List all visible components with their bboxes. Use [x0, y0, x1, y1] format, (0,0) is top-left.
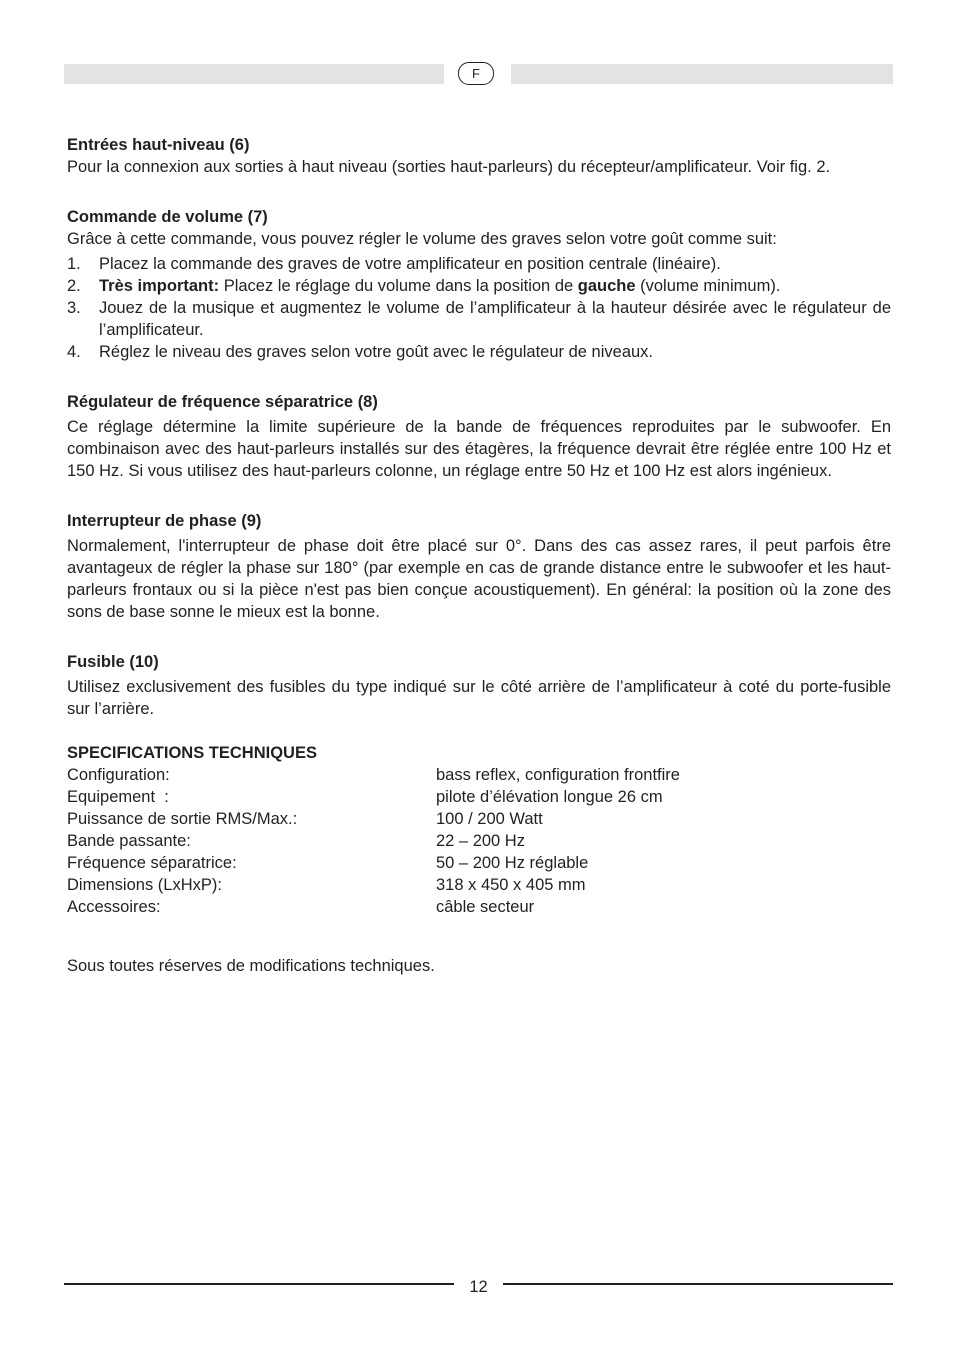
spec-label: Dimensions (LxHxP):	[67, 876, 222, 894]
spec-value: 318 x 450 x 405 mm	[436, 876, 586, 894]
footer-rule-right	[503, 1283, 893, 1285]
step-text: Placez le réglage du volume dans la position de	[219, 277, 578, 295]
spec-row	[67, 852, 891, 874]
section-heading: Interrupteur de phase (9)	[67, 512, 262, 530]
spec-row	[67, 808, 891, 830]
header-band-right	[511, 64, 893, 84]
list-item	[67, 253, 891, 275]
section-body: Pour la connexion aux sorties à haut niveau (sorties haut-parleurs) du récepteur/amplificateur. Voir fig. 2.	[67, 158, 831, 176]
step-text: Placez la commande des graves de votre amplificateur en position centrale (linéaire).	[99, 255, 721, 273]
list-item	[67, 341, 891, 363]
spec-value: 50 – 200 Hz réglable	[436, 854, 589, 872]
section-phase-switch	[67, 510, 891, 623]
technical-specifications	[67, 742, 891, 918]
spec-value: bass reflex, configuration frontfire	[436, 766, 680, 784]
spec-label: Configuration:	[67, 766, 170, 784]
step-number: 4.	[67, 343, 81, 361]
spec-label: Accessoires:	[67, 898, 161, 916]
section-heading: Commande de volume (7)	[67, 208, 268, 226]
spec-value: 22 – 200 Hz	[436, 832, 525, 850]
spec-row	[67, 764, 891, 786]
section-heading: Fusible (10)	[67, 653, 159, 671]
step-number: 2.	[67, 277, 81, 295]
section-body: Ce réglage détermine la limite supérieure de la bande de fréquences reproduites par le subwoofer. En combinaison avec des haut-parleurs installés sur des étagères, la fréquence devrait être réglée entre 100 Hz et 150 Hz. Si vous utilisez des haut-parleurs colonne, un réglage entre 50 Hz et 100 Hz est alors ingénieux.	[67, 418, 891, 480]
step-bold-word: gauche	[577, 277, 636, 295]
spec-value: 100 / 200 Watt	[436, 810, 543, 828]
footer-rule-left	[64, 1283, 454, 1285]
specs-heading: SPECIFICATIONS TECHNIQUES	[67, 744, 317, 762]
spec-row	[67, 874, 891, 896]
spec-value: câble secteur	[436, 898, 535, 916]
steps-list	[67, 253, 891, 363]
footer-note: Sous toutes réserves de modifications techniques.	[67, 957, 435, 975]
section-heading: Entrées haut-niveau (6)	[67, 136, 250, 154]
step-text: Réglez le niveau des graves selon votre goût avec le régulateur de niveaux.	[99, 343, 654, 361]
spec-label: Fréquence séparatrice:	[67, 854, 237, 872]
spec-value: pilote d’élévation longue 26 cm	[436, 788, 663, 806]
section-heading: Régulateur de fréquence séparatrice (8)	[67, 393, 378, 411]
spec-label: Puissance de sortie RMS/Max.:	[67, 810, 298, 828]
page-number: 12	[469, 1278, 488, 1296]
spec-row	[67, 786, 891, 808]
page-content	[67, 134, 891, 977]
section-high-level-inputs	[67, 134, 891, 178]
language-badge: F	[458, 62, 494, 85]
section-crossover-frequency	[67, 391, 891, 482]
section-body: Normalement, l'interrupteur de phase doit être placé sur 0°. Dans des cas assez rares, il peut parfois être avantageux de régler la phase sur 180° (par exemple en cas de grande distance entre le subwoofer et les haut-parleurs frontaux ou si la pièce n'est pas bien conçue acoustiquement). En général: la position où la zone des sons de base sonne le mieux est la bonne.	[67, 537, 891, 621]
step-number: 1.	[67, 255, 81, 273]
spec-label: Bande passante:	[67, 832, 191, 850]
section-volume-control	[67, 206, 891, 363]
section-intro: Grâce à cette commande, vous pouvez régler le volume des graves selon votre goût comme suit:	[67, 230, 777, 248]
section-fuse	[67, 651, 891, 720]
spec-row	[67, 896, 891, 918]
step-bold-lead: Très important:	[99, 277, 220, 295]
list-item	[67, 275, 891, 297]
spec-label: Equipement :	[67, 788, 169, 806]
list-item	[67, 297, 891, 341]
spec-row	[67, 830, 891, 852]
header-band-left	[64, 64, 444, 84]
step-text: Jouez de la musique et augmentez le volume de l’amplificateur à la hauteur désirée avec le régulateur de l’amplificateur.	[99, 299, 891, 339]
step-number: 3.	[67, 299, 81, 317]
step-text: (volume minimum).	[635, 277, 781, 295]
section-body: Utilisez exclusivement des fusibles du type indiqué sur le côté arrière de l’amplificateur à coté du porte-fusible sur l’arrière.	[67, 678, 891, 718]
